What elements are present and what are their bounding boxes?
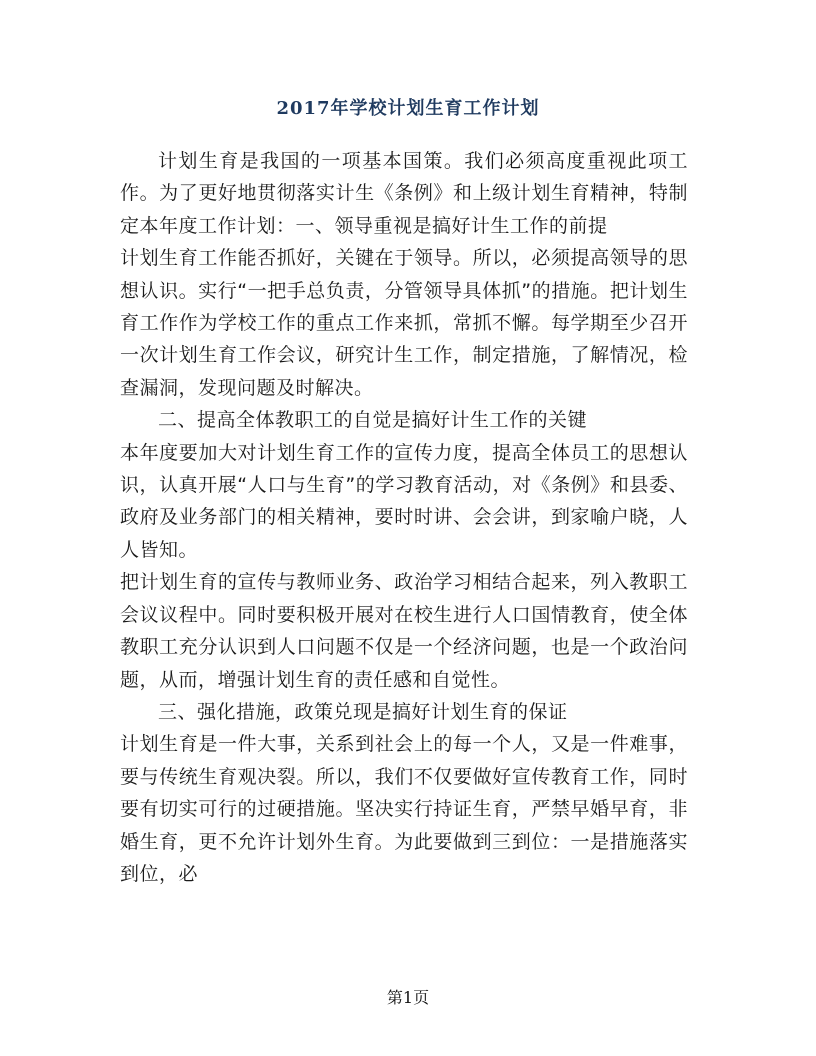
section-heading-2: 二、提高全体教职工的自觉是搞好计生工作的关键 <box>158 409 588 432</box>
paragraph-measures: 计划生育是一件大事，关系到社会上的每一个人，又是一件难事，要与传统生育观决裂。所以，我们不仅要做好宣传教育工作，同时要有切实可行的过硬措施。坚决实行持证生育，严禁早婚早育，非婚生育，更不允许计划外生育。为此要做到三到位：一是措施落实到位，必 <box>120 733 688 885</box>
paragraph-publicity: 本年度要加大对计划生育工作的宣传力度，提高全体员工的思想认识，认真开展“人口与生育”的学习教育活动，对《条例》和县委、政府及业务部门的相关精神，要时时讲、会会讲，到家喻户晓，人人皆知。 <box>120 441 688 561</box>
paragraph-integration: 把计划生育的宣传与教师业务、政治学习相结合起来，列入教职工会议议程中。同时要积极开展对在校生进行人口国情教育，使全体教职工充分认识到人口问题不仅是一个经济问题，也是一个政治问题，从而，增强计划生育的责任感和自觉性。 <box>120 571 688 691</box>
document-title: 2017年学校计划生育工作计划 <box>276 98 540 119</box>
paragraph-leadership: 计划生育工作能否抓好，关键在于领导。所以，必须提高领导的思想认识。实行“一把手总负责，分管领导具体抓”的措施。把计划生育工作作为学校工作的重点工作来抓，常抓不懈。每学期至少召开一次计划生育工作会议，研究计生工作，制定措施，了解情况，检查漏洞，发现问题及时解决。 <box>120 247 688 399</box>
section-heading-3: 三、强化措施，政策兑现是搞好计划生育的保证 <box>158 700 568 723</box>
paragraph-intro: 计划生育是我国的一项基本国策。我们必须高度重视此项工作。为了更好地贯彻落实计生《条例》和上级计划生育精神，特制定本年度工作计划：一、领导重视是搞好计生工作的前提 <box>120 150 688 237</box>
page-number: 第1页 <box>386 988 430 1007</box>
document-body <box>120 145 688 890</box>
